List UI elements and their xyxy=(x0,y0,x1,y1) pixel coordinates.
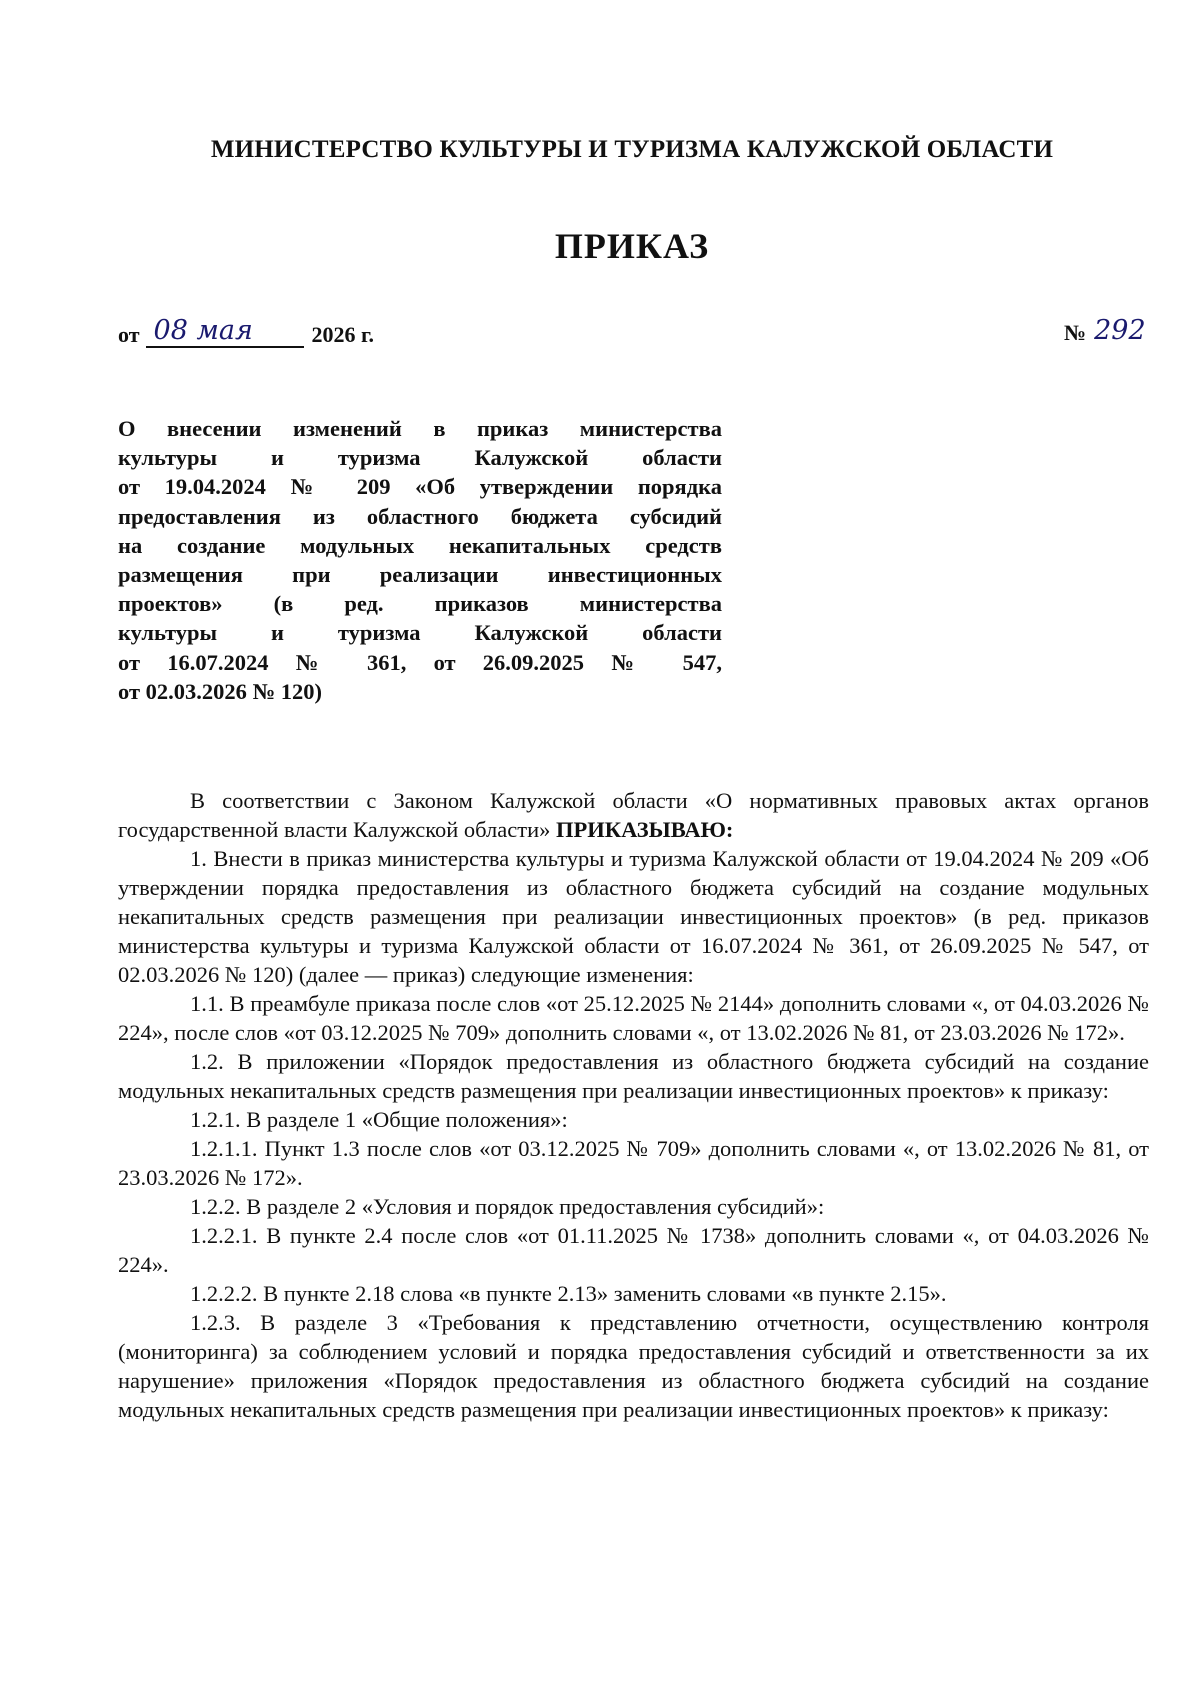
number-sign: № xyxy=(1064,320,1087,345)
body-paragraph: 1.2.1.1. Пункт 1.3 после слов «от 03.12.2025 № 709» дополнить словами «, от 13.02.2026 № 81, от 23.03.2026 № 172». xyxy=(118,1136,1149,1190)
date-blank xyxy=(146,316,304,348)
subject-line: культуры и туризма Калужской области xyxy=(118,620,722,646)
body-paragraph: 1. Внести в приказ министерства культуры и туризма Калужской области от 19.04.2024 № 209 «Об утверждении порядка предоставления из областного бюджета субсидий на создание модульных некапитальных средств размещения при реализации инвестиционных проектов» (в ред. приказов министерства культуры и туризма Калужской области от 16.07.2024 № 361, от 26.09.2025 № 547, от 02.03.2026 № 120) (далее — приказ) следующие изменения: xyxy=(118,846,1149,987)
handwritten-number: 292 xyxy=(1094,315,1146,346)
subject-line: проектов» (в ред. приказов министерства xyxy=(118,591,722,617)
body-paragraph: 1.2.2. В разделе 2 «Условия и порядок предоставления субсидий»: xyxy=(190,1194,825,1219)
date-prefix: от xyxy=(118,322,140,347)
subject-line: культуры и туризма Калужской области xyxy=(118,445,722,471)
subject-line: от 02.03.2026 № 120) xyxy=(118,678,322,704)
number-blank xyxy=(1092,316,1176,346)
intro-text: В соответствии с Законом Калужской области «О нормативных правовых актах органов государственной власти Калужской области» xyxy=(118,788,1149,842)
date-year: 2026 г. xyxy=(311,322,375,347)
order-subject xyxy=(118,414,722,706)
order-body xyxy=(118,786,1149,1424)
body-paragraph: 1.1. В преамбуле приказа после слов «от 25.12.2025 № 2144» дополнить словами «, от 04.03.2026 № 224», после слов «от 03.12.2025 № 709» дополнить словами «, от 13.02.2026 № 81, от 23.03.2026 № 172». xyxy=(118,991,1149,1045)
ministry-heading: МИНИСТЕРСТВО КУЛЬТУРЫ И ТУРИЗМА КАЛУЖСКОЙ ОБЛАСТИ xyxy=(210,136,1054,163)
subject-line: размещения при реализации инвестиционных xyxy=(118,562,722,588)
body-paragraph: 1.2. В приложении «Порядок предоставления из областного бюджета субсидий на создание модульных некапитальных средств размещения при реализации инвестиционных проектов» к приказу: xyxy=(118,1049,1149,1103)
body-paragraph: 1.2.3. В разделе 3 «Требования к представлению отчетности, осуществлению контроля (мониторинга) за соблюдением условий и порядка предоставления субсидий и ответственности за их нарушение» приложения «Порядок предоставления из областного бюджета субсидий на создание модульных некапитальных средств размещения при реализации инвестиционных проектов» к приказу: xyxy=(118,1310,1149,1422)
body-paragraph: 1.2.2.2. В пункте 2.18 слова «в пункте 2.13» заменить словами «в пункте 2.15». xyxy=(190,1281,947,1306)
handwritten-date: 08 мая xyxy=(153,315,253,346)
body-paragraph: 1.2.1. В разделе 1 «Общие положения»: xyxy=(190,1107,568,1132)
date-line xyxy=(118,316,374,348)
order-number-line xyxy=(1064,316,1176,346)
intro-paragraph xyxy=(118,786,1149,844)
subject-line: О внесении изменений в приказ министерства xyxy=(118,416,722,441)
subject-line: предоставления из областного бюджета субсидий xyxy=(118,503,722,529)
body-paragraph: 1.2.2.1. В пункте 2.4 после слов «от 01.11.2025 № 1738» дополнить словами «, от 04.03.2026 № 224». xyxy=(118,1223,1149,1277)
command-word: ПРИКАЗЫВАЮ: xyxy=(556,817,734,842)
subject-line: от 16.07.2024 № 361, от 26.09.2025 № 547, xyxy=(118,649,722,675)
document-type-title: ПРИКАЗ xyxy=(554,226,710,266)
subject-line: на создание модульных некапитальных средств xyxy=(118,532,722,558)
subject-line: от 19.04.2024 № 209 «Об утверждении порядка xyxy=(118,474,722,500)
